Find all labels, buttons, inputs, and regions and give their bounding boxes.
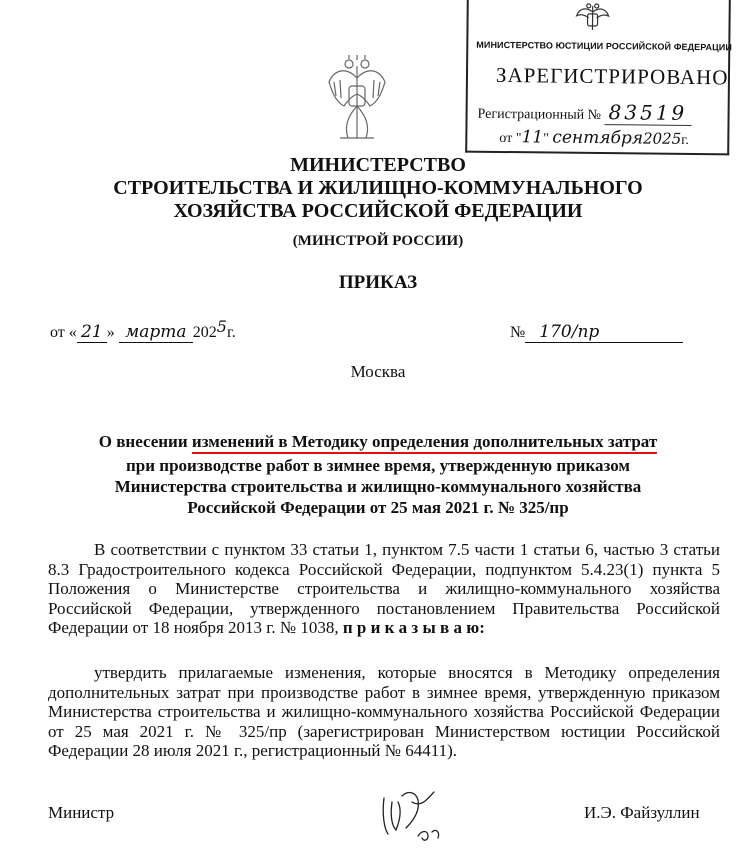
body-paragraph-1-text: В соответствии с пунктом 33 статьи 1, пунктом 7.5 части 1 статьи 6, частью 3 статьи 8.3 Градостроительного кодекса Российской Федерации, подпунктом 5.4.23(1) пункта 5 Положения о Министерстве строительства и жилищно-коммунального хозяйства Российской Федерации, утвержденного постановлением Правительства Российской Федерации от 18 ноября 2013 г. № 1038, <box>48 540 720 638</box>
order-title-line4: Российской Федерации от 25 мая 2021 г. № 325/пр <box>187 498 569 517</box>
city: Москва <box>350 362 406 381</box>
stamp-reg-row <box>477 99 691 125</box>
stamp-status: ЗАРЕГИСТРИРОВАНО <box>495 62 729 90</box>
ministry-abbrev: (МИНСТРОЙ РОССИИ) <box>292 233 464 249</box>
registration-stamp <box>465 0 731 155</box>
stamp-ministry: МИНИСТЕРСТВО ЮСТИЦИИ РОССИЙСКОЙ ФЕДЕРАЦИИ <box>476 39 733 53</box>
order-number-value: 170/пр <box>525 322 683 343</box>
stamp-reg-label: Регистрационный № <box>477 106 602 124</box>
order-date-suffix: г. <box>226 324 236 341</box>
stamp-date-month: сентября <box>552 127 644 149</box>
order-date-year-last: 5 <box>216 317 227 336</box>
order-date-month: марта <box>119 322 193 343</box>
order-date <box>50 317 236 343</box>
order-title-line1 <box>0 432 756 452</box>
signature-position: Министр <box>48 803 115 822</box>
stamp-reg-number: 83519 <box>604 100 691 126</box>
order-title-start: О внесении <box>98 432 192 451</box>
stamp-date-row <box>499 127 689 149</box>
signature-name: И.Э. Файзуллин <box>584 803 700 822</box>
order-title-highlight: изменений в Методику определения дополнительных затрат <box>192 432 657 454</box>
stamp-date-prefix: от " <box>499 130 522 147</box>
ministry-title-line2: СТРОИТЕЛЬСТВА И ЖИЛИЩНО-КОММУНАЛЬНОГО <box>113 177 643 199</box>
state-emblem-icon <box>326 52 388 144</box>
order-title-line3: Министерства строительства и жилищно-коммунального хозяйства <box>114 477 642 496</box>
order-date-mid: » <box>106 324 115 341</box>
order-number-label: № <box>510 324 526 341</box>
ministry-title-line1: МИНИСТЕРСТВО <box>290 154 466 176</box>
ministry-title-line3: ХОЗЯЙСТВА РОССИЙСКОЙ ФЕДЕРАЦИИ <box>173 200 583 222</box>
stamp-date-suffix: г. <box>681 132 689 148</box>
stamp-emblem-icon <box>572 2 612 34</box>
order-date-prefix: от « <box>50 324 77 341</box>
order-date-year-prefix: 202 <box>192 324 217 341</box>
order-title-line2: при производстве работ в зимнее время, утвержденную приказом <box>126 456 630 475</box>
body-paragraph-2: утвердить прилагаемые изменения, которые вносятся в Методику определения дополнительных затрат при производстве работ в зимнее время, утвержденную приказом Министерства строительства и жилищно-коммунального хозяйства Российской Федерации от 25 мая 2021 г. № 325/пр (зарегистрирован Министерством юстиции Российской Федерации 28 июля 2021 г., регистрационный № 64411). <box>48 663 720 761</box>
body-paragraph-1 <box>48 540 720 638</box>
body-paragraph-1-order-word: п р и к а з ы в а ю: <box>342 618 485 638</box>
stamp-date-year: 2025 <box>642 129 682 148</box>
order-date-day: 21 <box>77 322 107 343</box>
doc-type: ПРИКАЗ <box>338 272 418 293</box>
handwritten-signature-icon <box>378 786 452 844</box>
stamp-date-day: 11 <box>521 127 544 148</box>
stamp-date-mid: " <box>543 131 549 147</box>
order-number <box>510 322 683 343</box>
